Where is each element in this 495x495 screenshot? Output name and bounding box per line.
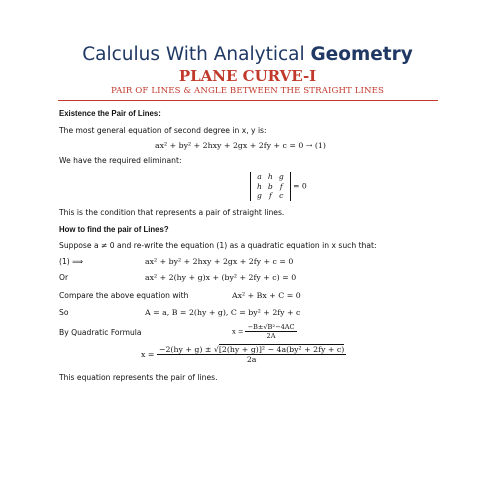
determinant xyxy=(250,172,307,201)
so-equation: A = a, B = 2(hy + g), C = by² + 2fy + c xyxy=(145,308,301,317)
final-lhs: x = xyxy=(141,350,155,359)
step2-equation: ax² + 2(hy + g)x + (by² + 2fy + c) = 0 xyxy=(145,273,297,282)
condition-text: This is the condition that represents a pair of straight lines. xyxy=(59,208,285,217)
final-fraction xyxy=(157,345,346,364)
page-title xyxy=(0,44,495,65)
determinant-row xyxy=(254,182,287,192)
determinant-cell: h xyxy=(267,172,273,181)
quadratic-formula-label: By Quadratic Formula xyxy=(59,328,142,337)
step1-label: (1) ⟹ xyxy=(59,257,84,266)
determinant-cell: g xyxy=(278,172,284,181)
final-numerator: −2(hy + g) ± √[2(hy + g)]² − 4a(by² + 2fy + c) xyxy=(158,345,345,354)
determinant-row xyxy=(254,172,287,182)
determinant-table xyxy=(254,172,287,201)
determinant-cell: f xyxy=(279,181,283,191)
determinant-cell: g xyxy=(257,191,262,200)
chapter-title: PLANE CURVE-I xyxy=(178,67,317,85)
determinant-cell: c xyxy=(279,191,284,200)
final-denominator: 2a xyxy=(246,355,257,364)
determinant-rhs: = 0 xyxy=(293,181,307,191)
determinant-cell: h xyxy=(257,181,262,191)
step1-equation: ax² + by² + 2hxy + 2gx + 2fy + c = 0 xyxy=(145,257,294,266)
determinant-cell: b xyxy=(267,181,273,191)
determinant-cell: f xyxy=(268,191,272,200)
final-formula xyxy=(141,345,346,364)
suppose-text: Suppose a ≠ 0 and re-write the equation (1) as a quadratic equation in x such that: xyxy=(59,241,377,250)
quad-denominator: 2A xyxy=(266,332,276,340)
general-eq-label: The most general equation of second degree in x, y is: xyxy=(59,126,267,135)
compare-label: Compare the above equation with xyxy=(59,291,189,300)
quad-numerator: −B±√B²−4AC xyxy=(247,323,295,331)
determinant-row xyxy=(254,191,287,201)
header-divider xyxy=(58,100,438,101)
final-numerator-lead: −2(hy + g) ± xyxy=(158,345,214,354)
so-label: So xyxy=(59,308,69,317)
determinant-cell: a xyxy=(257,172,262,181)
section-title: PAIR OF LINES & ANGLE BETWEEN THE STRAIGHT LINES xyxy=(110,86,384,96)
title-bold-text: Geometry xyxy=(310,44,413,65)
conclusion-text: This equation represents the pair of lines. xyxy=(59,373,218,382)
quad-fraction xyxy=(245,323,296,340)
step2-label: Or xyxy=(59,273,69,282)
find-heading: How to find the pair of Lines? xyxy=(59,225,169,234)
title-text: Calculus With Analytical xyxy=(82,44,311,65)
final-numerator-root: [2(hy + g)]² − 4a(by² + 2fy + c) xyxy=(218,345,345,354)
determinant-matrix xyxy=(250,172,291,201)
eliminant-label: We have the required eliminant: xyxy=(59,156,182,165)
quad-lhs: x = xyxy=(232,327,244,336)
general-equation: ax² + by² + 2hxy + 2gx + 2fy + c = 0 → (1) xyxy=(155,141,326,150)
quadratic-formula xyxy=(232,323,297,340)
existence-heading: Existence the Pair of Lines: xyxy=(59,109,161,118)
compare-equation: Ax² + Bx + C = 0 xyxy=(232,291,301,300)
